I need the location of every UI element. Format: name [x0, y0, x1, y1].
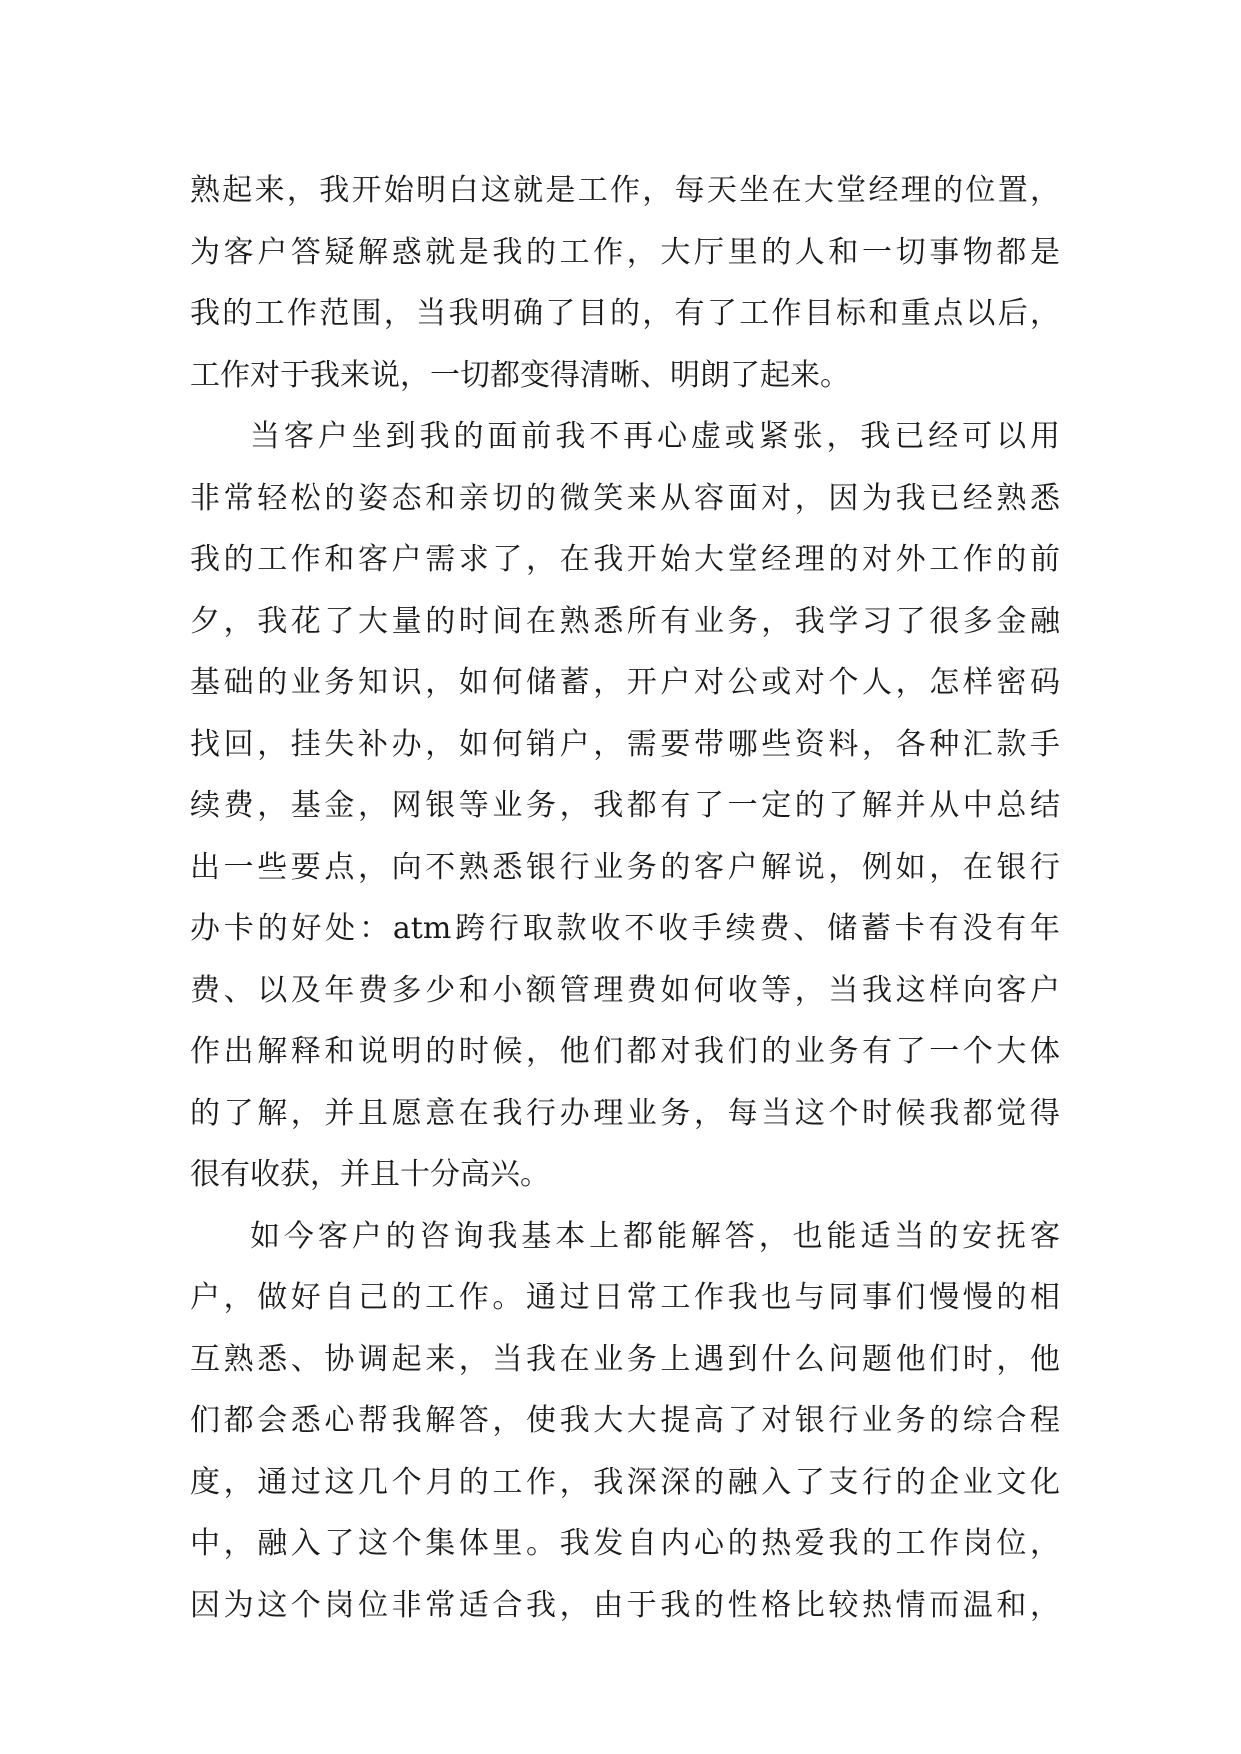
- paragraph: [190, 406, 1060, 1206]
- paragraph: [190, 1206, 1060, 1637]
- text-line: 我的工作范围，当我明确了目的，有了工作目标和重点以后，: [190, 296, 1060, 331]
- text-line: 中，融入了这个集体里。我发自内心的热爱我的工作岗位，: [190, 1526, 1060, 1561]
- text-line: 费、以及年费多少和小额管理费如何收等，当我这样向客户: [190, 972, 1060, 1008]
- text-line: 很有收获，并且十分高兴。: [190, 1157, 550, 1192]
- text-line: 当客户坐到我的面前我不再心虚或紧张，我已经可以用: [250, 419, 1060, 454]
- text-line: 因为这个岗位非常适合我，由于我的性格比较热情而温和，: [190, 1587, 1060, 1623]
- text-line: 互熟悉、协调起来，当我在业务上遇到什么问题他们时，他: [190, 1341, 1060, 1377]
- text-line: 出一些要点，向不熟悉银行业务的客户解说，例如，在银行: [190, 849, 1060, 885]
- text-line: 作出解释和说明的时候，他们都对我们的业务有了一个大体: [190, 1034, 1060, 1069]
- document-body: [190, 160, 1060, 1636]
- text-line: 户，做好自己的工作。通过日常工作我也与同事们慢慢的相: [190, 1280, 1060, 1315]
- text-line: 非常轻松的姿态和亲切的微笑来从容面对，因为我已经熟悉: [190, 480, 1060, 516]
- text-line: 工作对于我来说，一切都变得清晰、明朗了起来。: [190, 357, 850, 393]
- text-line: 基础的业务知识，如何储蓄，开户对公或对个人，怎样密码: [190, 665, 1060, 700]
- text-line: 我的工作和客户需求了，在我开始大堂经理的对外工作的前: [190, 542, 1060, 577]
- text-line: 如今客户的咨询我基本上都能解答，也能适当的安抚客: [250, 1218, 1060, 1254]
- text-line: 们都会悉心帮我解答，使我大大提高了对银行业务的综合程: [190, 1403, 1060, 1438]
- paragraph: [190, 160, 1060, 406]
- text-line: 度，通过这几个月的工作，我深深的融入了支行的企业文化: [190, 1464, 1060, 1500]
- text-line: 续费，基金，网银等业务，我都有了一定的了解并从中总结: [190, 788, 1060, 823]
- text-line: 的了解，并且愿意在我行办理业务，每当这个时候我都觉得: [190, 1095, 1060, 1131]
- text-line: 熟起来，我开始明白这就是工作，每天坐在大堂经理的位置，: [190, 173, 1060, 208]
- text-line: 办卡的好处：atm跨行取款收不收手续费、储蓄卡有没有年: [190, 911, 1060, 946]
- text-line: 夕，我花了大量的时间在熟悉所有业务，我学习了很多金融: [190, 603, 1060, 639]
- text-line: 找回，挂失补办，如何销户，需要带哪些资料，各种汇款手: [190, 726, 1060, 762]
- text-line: 为客户答疑解惑就是我的工作，大厅里的人和一切事物都是: [190, 234, 1060, 270]
